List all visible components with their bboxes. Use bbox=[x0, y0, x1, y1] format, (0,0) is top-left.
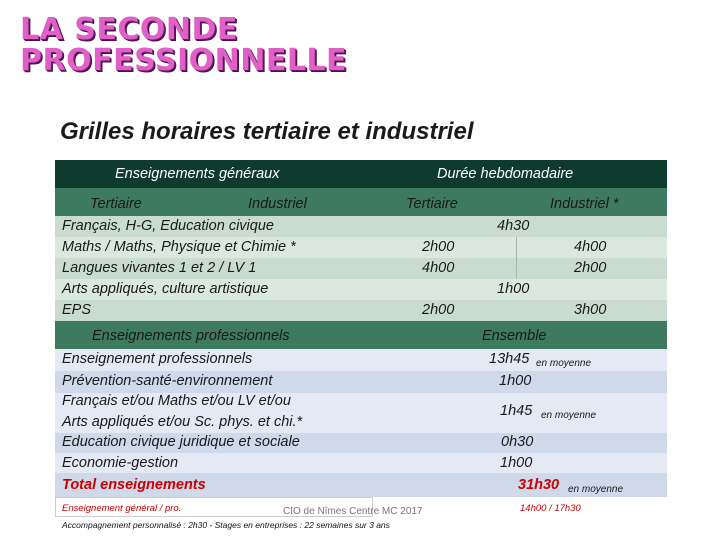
pro-row-1-label: Enseignement professionnels bbox=[62, 351, 253, 367]
pro-row-5-value: 1h00 bbox=[500, 455, 533, 471]
footer-note: Accompagnement personnalisé : 2h30 - Stages en entreprises : 22 semaines sur 3 ans bbox=[62, 520, 390, 530]
subheader-tertiaire-right: Tertiaire bbox=[406, 196, 458, 212]
pro-header-label: Enseignements professionnels bbox=[92, 328, 290, 344]
pro-row-4-value: 0h30 bbox=[501, 434, 534, 450]
pro-row-3-label-line-1: Français et/ou Maths et/ou LV et/ou bbox=[62, 393, 291, 409]
general-row-3-industriel: 2h00 bbox=[574, 260, 607, 276]
general-row-4-label: Arts appliqués, culture artistique bbox=[62, 281, 269, 297]
header-duration-label: Durée hebdomadaire bbox=[437, 166, 574, 182]
pro-row-3-label-line-2: Arts appliqués et/ou Sc. phys. et chi.* bbox=[62, 414, 303, 430]
general-row-1-label: Français, H-G, Education civique bbox=[62, 218, 274, 234]
general-row-3-tertiaire: 4h00 bbox=[422, 260, 455, 276]
general-row-2-tertiaire: 2h00 bbox=[422, 239, 455, 255]
footer-source: CIO de Nîmes Centre MC 2017 bbox=[283, 506, 423, 517]
subheader-tertiaire: Tertiaire bbox=[90, 196, 142, 212]
slide-subtitle: Grilles horaires tertiaire et industriel bbox=[60, 118, 474, 145]
total-value: 31h30 bbox=[518, 477, 560, 493]
general-row-4-shared: 1h00 bbox=[497, 281, 530, 297]
general-row-2-label: Maths / Maths, Physique et Chimie * bbox=[62, 239, 296, 255]
pro-row-3-value: 1h45 bbox=[500, 403, 533, 419]
slide-title-line-2: PROFESSIONNELLE bbox=[20, 43, 348, 78]
pro-row-4-label: Education civique juridique et sociale bbox=[62, 434, 300, 450]
general-row-1-shared: 4h30 bbox=[497, 218, 530, 234]
pro-row-5-label: Economie-gestion bbox=[62, 455, 179, 471]
general-row-2-industriel: 4h00 bbox=[574, 239, 607, 255]
pro-row-2-label: Prévention-santé-environnement bbox=[62, 373, 273, 389]
pro-header-ensemble: Ensemble bbox=[482, 328, 547, 344]
header-general-label: Enseignements généraux bbox=[115, 166, 280, 182]
general-row-3-label: Langues vivantes 1 et 2 / LV 1 bbox=[62, 260, 257, 276]
slide-title-line-1: LA SECONDE bbox=[20, 12, 238, 47]
total-note: en moyenne bbox=[568, 484, 624, 495]
pro-row-3-note: en moyenne bbox=[541, 410, 597, 421]
pro-row-2-value: 1h00 bbox=[499, 373, 532, 389]
general-row-5-tertiaire: 2h00 bbox=[422, 302, 455, 318]
subheader-industriel: Industriel bbox=[248, 196, 307, 212]
extra-label: Enseignement général / pro. bbox=[62, 503, 182, 514]
column-divider bbox=[516, 237, 517, 279]
general-row-5-industriel: 3h00 bbox=[574, 302, 607, 318]
general-row-5-label: EPS bbox=[62, 302, 92, 318]
pro-row-1-note: en moyenne bbox=[536, 358, 592, 369]
total-label: Total enseignements bbox=[62, 477, 206, 493]
extra-value: 14h00 / 17h30 bbox=[520, 503, 581, 514]
pro-row-1-value: 13h45 bbox=[489, 351, 530, 367]
subheader-industriel-right: Industriel * bbox=[550, 196, 619, 212]
